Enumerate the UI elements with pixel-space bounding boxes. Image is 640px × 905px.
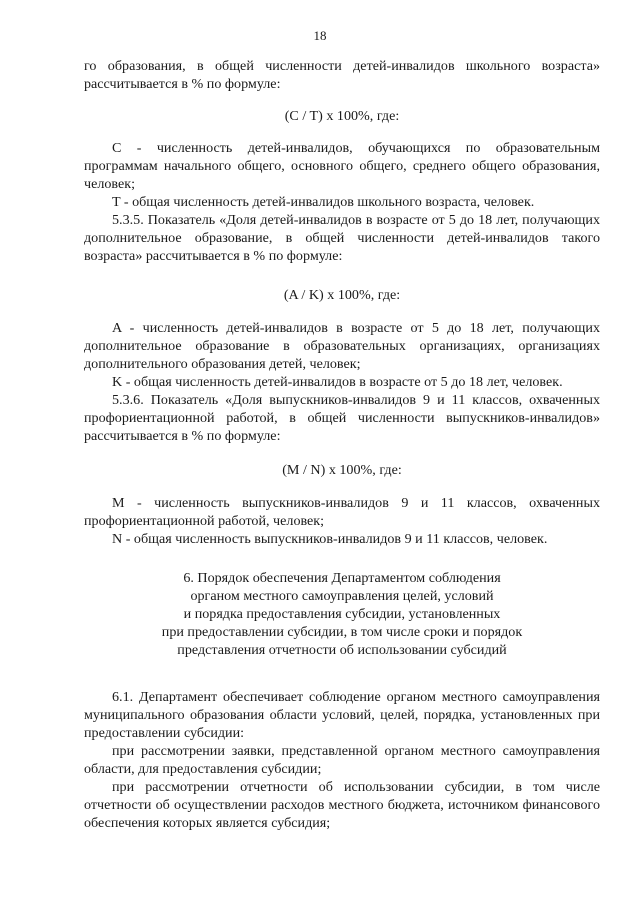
formula-block-c-t: [84, 57, 600, 265]
definition-m: M - численность выпускников-инвалидов 9 и 11 классов, охваченных профориентационной работой, человек;: [84, 495, 600, 529]
definition-k: K - общая численность детей-инвалидов в возрасте от 5 до 18 лет, человек.: [112, 374, 563, 390]
section-heading-line: органом местного самоуправления целей, условий: [190, 588, 494, 604]
formula-c-t: (C / T) x 100%, где:: [284, 108, 400, 124]
paragraph-5-3-6: 5.3.6. Показатель «Доля выпускников-инвалидов 9 и 11 классов, охваченных профориентационной работой, в общей численности выпускников-инвалидов» рассчитывается в % по формуле:: [84, 392, 600, 444]
formula-m-n: (M / N) x 100%, где:: [282, 462, 402, 478]
definition-t: T - общая численность детей-инвалидов школьного возраста, человек.: [112, 194, 535, 210]
paragraph-5-3-5: 5.3.5. Показатель «Доля детей-инвалидов в возрасте от 5 до 18 лет, получающих дополнительное образование, в общей численности детей-инвалидов такого возраста» рассчитывается в % по формуле:: [84, 212, 600, 264]
section-heading-line: представления отчетности об использовании субсидий: [177, 642, 507, 658]
section-heading-line: при предоставлении субсидии, в том числе сроки и порядок: [161, 624, 523, 640]
definition-a: A - численность детей-инвалидов в возрасте от 5 до 18 лет, получающих дополнительное образование в образовательных организациях, организациях дополнительного образования детей, человек;: [84, 320, 600, 372]
formula-a-k: (A / K) x 100%, где:: [283, 287, 401, 303]
section-heading-line: и порядка предоставления субсидии, установленных: [183, 606, 501, 622]
subparagraph-reporting: при рассмотрении отчетности об использовании субсидии, в том числе отчетности об осуществлении расходов местного бюджета, источником финансового обеспечения которых является субсидия;: [84, 779, 600, 831]
section-6-heading: [84, 569, 600, 659]
formula-block-a-k: [84, 286, 600, 445]
paragraph-6-1: 6.1. Департамент обеспечивает соблюдение органом местного самоуправления муниципального образования области условий, целей, порядка, установленных при предоставлении субсидии:: [84, 689, 600, 741]
page-number: 18: [313, 28, 327, 43]
section-heading-line: 6. Порядок обеспечения Департаментом соблюдения: [183, 570, 501, 586]
subparagraph-application: при рассмотрении заявки, представленной органом местного самоуправления области, для предоставления субсидии;: [84, 743, 600, 777]
definition-n: N - общая численность выпускников-инвалидов 9 и 11 классов, человек.: [112, 531, 548, 547]
formula-block-m-n: [84, 461, 600, 548]
definition-c: C - численность детей-инвалидов, обучающихся по образовательным программам начального общего, основного общего, среднего общего образования, человек;: [84, 140, 600, 192]
continuation-paragraph: го образования, в общей численности детей-инвалидов школьного возраста» рассчитывается в % по формуле:: [84, 58, 600, 92]
section-6-body: [84, 688, 600, 832]
